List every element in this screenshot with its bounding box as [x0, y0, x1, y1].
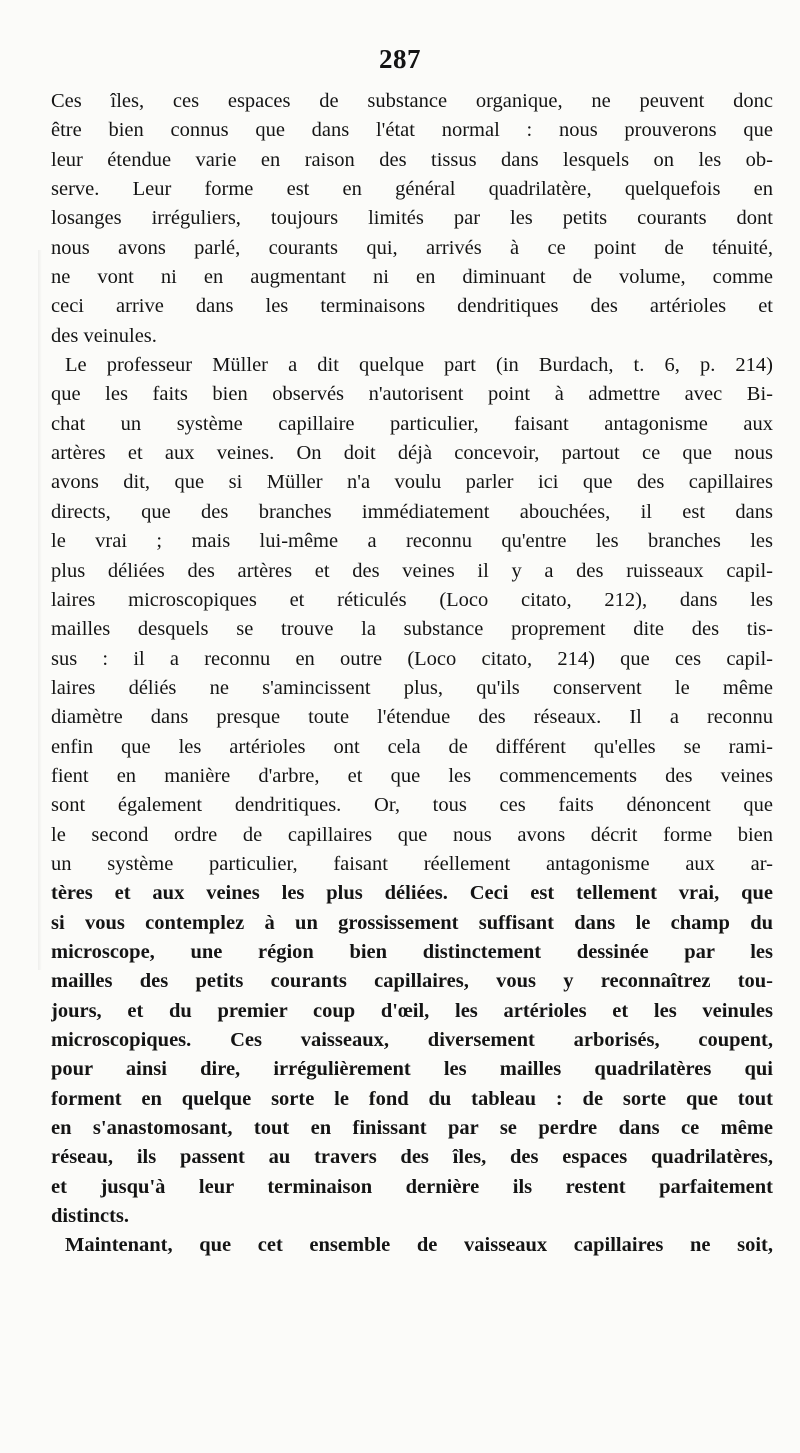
text-line: Ces îles, ces espaces de substance organique, ne peuvent donc — [51, 90, 773, 112]
text-line: forment en quelque sorte le fond du tableau : de sorte que tout — [51, 1087, 773, 1110]
page-gutter-shadow — [38, 250, 42, 970]
text-line: nous avons parlé, courants qui, arrivés à ce point de ténuité, — [51, 236, 773, 259]
body-text — [51, 87, 773, 1261]
text-line: Maintenant, que cet ensemble de vaisseaux capillaires ne soit, — [65, 1234, 773, 1257]
text-line: artères et aux veines. On doit déjà concevoir, partout ce que nous — [51, 442, 773, 465]
text-line: diamètre dans presque toute l'étendue des réseaux. Il a reconnu — [51, 706, 773, 729]
page-number: 287 — [379, 44, 421, 74]
text-line: tères et aux veines les plus déliées. Ceci est tellement vrai, que — [51, 882, 773, 905]
text-line: laires déliés ne s'amincissent plus, qu'ils conservent le même — [51, 676, 773, 699]
text-line: des veinules. — [51, 324, 157, 347]
text-line: plus déliées des artères et des veines il y a des ruisseaux capil- — [51, 559, 773, 582]
text-line: jours, et du premier coup d'œil, les artérioles et les veinules — [51, 999, 773, 1022]
text-line: et jusqu'à leur terminaison dernière ils restent parfaitement — [51, 1175, 773, 1198]
text-line: sus : il a reconnu en outre (Loco citato, 214) que ces capil- — [51, 647, 773, 670]
text-line: le vrai ; mais lui-même a reconnu qu'entre les branches les — [51, 530, 773, 553]
text-line: un système particulier, faisant réellement antagonisme aux ar- — [51, 852, 773, 875]
text-line: sont également dendritiques. Or, tous ces faits dénoncent que — [51, 794, 773, 817]
text-line: laires microscopiques et réticulés (Loco citato, 212), dans les — [51, 588, 773, 611]
text-line: directs, que des branches immédiatement abouchées, il est dans — [51, 500, 773, 523]
text-line: ne vont ni en augmentant ni en diminuant de volume, comme — [51, 266, 773, 289]
text-line: avons dit, que si Müller n'a voulu parler ici que des capillaires — [51, 471, 773, 494]
text-line: que les faits bien observés n'autorisent point à admettre avec Bi- — [51, 383, 773, 406]
paragraph-1 — [51, 87, 773, 351]
text-line: mailles desquels se trouve la substance proprement dite des tis- — [51, 618, 773, 641]
text-line: microscope, une région bien distinctement dessinée par les — [51, 940, 773, 963]
text-line: enfin que les artérioles ont cela de différent qu'elles se rami- — [51, 735, 773, 758]
text-line: être bien connus que dans l'état normal : nous prouverons que — [51, 119, 773, 142]
text-line: pour ainsi dire, irrégulièrement les mailles quadrilatères qui — [51, 1058, 773, 1081]
text-line: leur étendue varie en raison des tissus dans lesquels on les ob- — [51, 148, 773, 171]
text-line: réseau, ils passent au travers des îles, des espaces quadrilatères, — [51, 1146, 773, 1169]
text-line: Le professeur Müller a dit quelque part (in Burdach, t. 6, p. 214) — [65, 354, 773, 377]
text-line: en s'anastomosant, tout en finissant par se perdre dans ce même — [51, 1117, 773, 1140]
text-line: ceci arrive dans les terminaisons dendritiques des artérioles et — [51, 295, 773, 318]
text-line: chat un système capillaire particulier, faisant antagonisme aux — [51, 412, 773, 435]
text-line: le second ordre de capillaires que nous avons décrit forme bien — [51, 823, 773, 846]
text-line: mailles des petits courants capillaires, vous y reconnaîtrez tou- — [51, 970, 773, 993]
text-line: fient en manière d'arbre, et que les commencements des veines — [51, 764, 773, 787]
text-line: serve. Leur forme est en général quadrilatère, quelquefois en — [51, 178, 773, 201]
text-line: microscopiques. Ces vaisseaux, diversement arborisés, coupent, — [51, 1029, 773, 1051]
text-line: losanges irréguliers, toujours limités par les petits courants dont — [51, 207, 773, 230]
paragraph-2 — [51, 351, 773, 1231]
text-line: distincts. — [51, 1205, 130, 1228]
paragraph-3 — [51, 1231, 773, 1260]
text-line: si vous contemplez à un grossissement suffisant dans le champ du — [51, 911, 773, 934]
